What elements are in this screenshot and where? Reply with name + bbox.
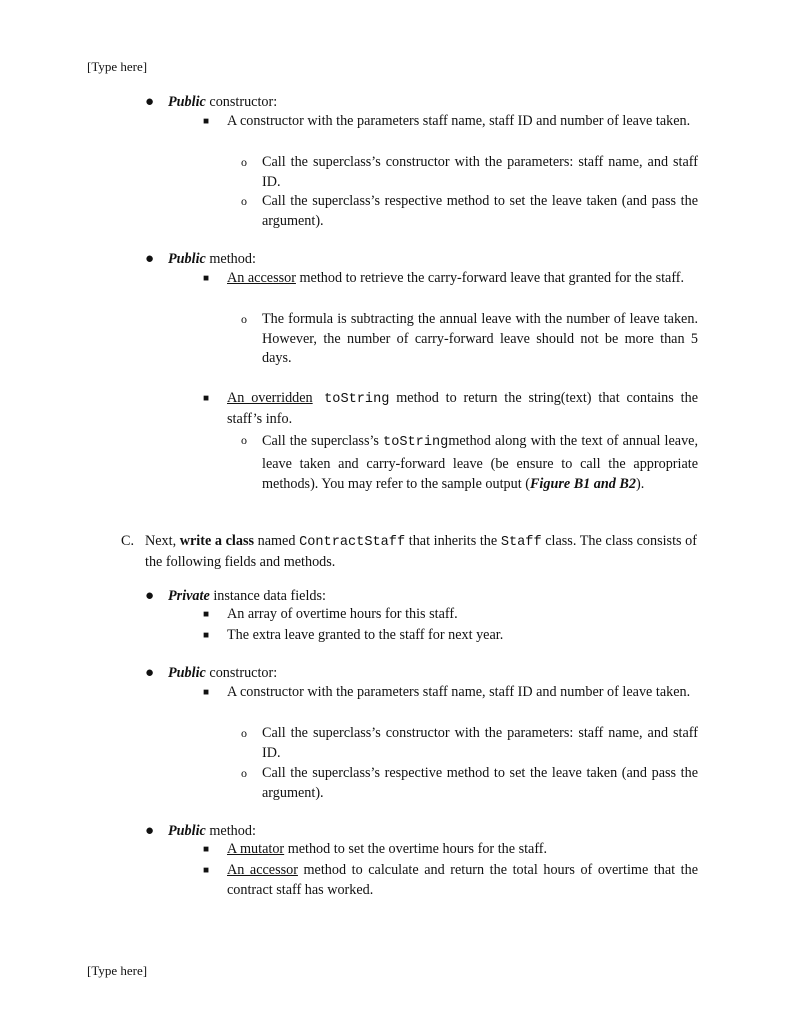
bullet-icon: ● bbox=[145, 823, 155, 839]
heading-label: method: bbox=[205, 251, 256, 267]
b-accessor-sub: The formula is subtracting the annual leave with the number of leave taken. However, the number of carry-forward leave should not be more than 5 days. bbox=[262, 311, 698, 366]
b-method-heading bbox=[168, 250, 708, 270]
heading-label: method: bbox=[205, 823, 256, 839]
c-constructor-heading bbox=[168, 664, 708, 684]
square-bullet-icon: ■ bbox=[203, 609, 210, 620]
bullet-icon: ● bbox=[145, 94, 155, 110]
item-text: method to return the string(text) that contains the staff’s info. bbox=[227, 390, 698, 427]
c-fields-heading bbox=[168, 587, 708, 607]
code-token: toString bbox=[312, 392, 390, 407]
intro-bold: write a class bbox=[179, 533, 254, 549]
square-bullet-icon: ■ bbox=[203, 116, 210, 127]
c-constructor-sub-1: Call the superclass’s constructor with the parameters: staff name, and staff ID. bbox=[262, 725, 698, 761]
heading-label: instance data fields: bbox=[209, 588, 326, 604]
b-constructor-sub-2: Call the superclass’s respective method to set the leave taken (and pass the argument). bbox=[262, 193, 698, 229]
heading-label: constructor: bbox=[205, 94, 278, 110]
b-constructor-sub-1: Call the superclass’s constructor with the parameters: staff name, and staff ID. bbox=[262, 154, 698, 190]
keyword-public: Public bbox=[168, 251, 206, 267]
square-bullet-icon: ■ bbox=[203, 687, 210, 698]
keyword-private: Private bbox=[168, 588, 210, 604]
square-bullet-icon: ■ bbox=[203, 844, 210, 855]
square-bullet-icon: ■ bbox=[203, 630, 210, 641]
b-override-sub bbox=[262, 431, 698, 495]
page-footer: [Type here] bbox=[87, 963, 148, 978]
figure-reference: Figure B1 and B2 bbox=[529, 476, 636, 492]
page-header: [Type here] bbox=[87, 59, 148, 74]
circle-bullet-icon: o bbox=[241, 433, 247, 447]
circle-bullet-icon: o bbox=[241, 155, 247, 169]
code-token: toString bbox=[383, 435, 449, 450]
c-intro-paragraph bbox=[145, 532, 697, 572]
underlined-term: An accessor bbox=[227, 862, 298, 878]
b-constructor-heading bbox=[168, 93, 708, 113]
square-bullet-icon: ■ bbox=[203, 865, 210, 876]
intro-text: class. The class consists of the following fields and methods. bbox=[145, 533, 697, 570]
keyword-public: Public bbox=[168, 94, 206, 110]
keyword-public: Public bbox=[168, 823, 206, 839]
square-bullet-icon: ■ bbox=[203, 273, 210, 284]
circle-bullet-icon: o bbox=[241, 194, 247, 208]
c-constructor-item: A constructor with the parameters staff name, staff ID and number of leave taken. bbox=[227, 684, 691, 700]
sub-text: Call the superclass’s bbox=[262, 433, 384, 449]
c-field-1: An array of overtime hours for this staff. bbox=[227, 606, 458, 622]
item-text: method to calculate and return the total hours of overtime that the contract staff has worked. bbox=[227, 862, 698, 898]
circle-bullet-icon: o bbox=[241, 726, 247, 740]
underlined-term: An accessor bbox=[227, 270, 296, 286]
b-constructor-item: A constructor with the parameters staff name, staff ID and number of leave taken. bbox=[227, 113, 691, 129]
circle-bullet-icon: o bbox=[241, 766, 247, 780]
intro-text: Next, bbox=[145, 533, 180, 549]
item-text: method to set the overtime hours for the staff. bbox=[284, 841, 548, 857]
circle-bullet-icon: o bbox=[241, 312, 247, 326]
section-letter: C. bbox=[121, 533, 135, 549]
keyword-public: Public bbox=[168, 665, 206, 681]
square-bullet-icon: ■ bbox=[203, 393, 210, 404]
bullet-icon: ● bbox=[145, 251, 155, 267]
bullet-icon: ● bbox=[145, 665, 155, 681]
item-text: method to retrieve the carry-forward leave that granted for the staff. bbox=[295, 270, 685, 286]
c-method-heading bbox=[168, 822, 708, 842]
b-override-item bbox=[227, 389, 698, 429]
c-constructor-sub-2: Call the superclass’s respective method to set the leave taken (and pass the argument). bbox=[262, 765, 698, 801]
intro-text: named bbox=[254, 533, 300, 549]
code-token: ContractStaff bbox=[299, 535, 406, 550]
sub-text: method along with the text of annual leave, leave taken and carry-forward leave (be ensure to call the appropriate methods). You may refer to the sample output ( bbox=[262, 433, 699, 492]
c-mutator-item bbox=[227, 840, 698, 860]
underlined-term: An overridden bbox=[227, 390, 313, 406]
b-accessor-item bbox=[227, 269, 698, 289]
intro-text: that inherits the bbox=[405, 533, 501, 549]
code-token: Staff bbox=[500, 535, 542, 550]
c-accessor-item bbox=[227, 861, 698, 900]
underlined-term: A mutator bbox=[227, 841, 285, 857]
c-field-2: The extra leave granted to the staff for next year. bbox=[227, 627, 504, 643]
sub-text: ). bbox=[636, 476, 645, 492]
bullet-icon: ● bbox=[145, 588, 155, 604]
heading-label: constructor: bbox=[205, 665, 278, 681]
